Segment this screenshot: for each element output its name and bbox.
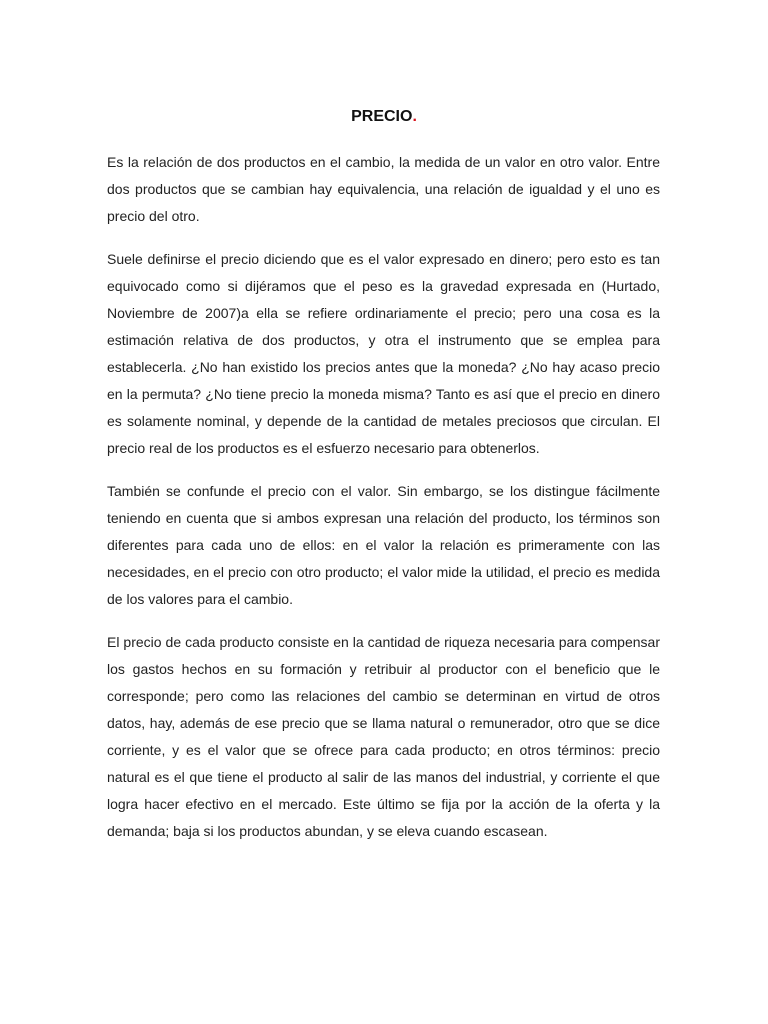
paragraph-2: Suele definirse el precio diciendo que es el valor expresado en dinero; pero esto es tan equivocado como si dijéramos que el peso es la gravedad expresada en (Hurtado, Noviembre de 2007)a ella se refiere ordinariamente el precio; pero una cosa es la estimación relativa de dos productos, y otra el instrumento que se emplea para establecerla. ¿No han existido los precios antes que la moneda? ¿No hay acaso precio en la permuta? ¿No tiene precio la moneda misma? Tanto es así que el precio en dinero es solamente nominal, y depende de la cantidad de metales preciosos que circulan. El precio real de los productos es el esfuerzo necesario para obtenerlos.: [107, 251, 660, 456]
document-body: [107, 149, 660, 861]
title-text: PRECIO: [351, 108, 413, 125]
paragraph-1: Es la relación de dos productos en el cambio, la medida de un valor en otro valor. Entre dos productos que se cambian hay equivalencia, una relación de igualdad y el uno es precio del otro.: [107, 154, 660, 224]
paragraph-4: El precio de cada producto consiste en la cantidad de riqueza necesaria para compensar los gastos hechos en su formación y retribuir al productor con el beneficio que le corresponde; pero como las relaciones del cambio se determinan en virtud de otros datos, hay, además de ese precio que se llama natural o remunerador, otro que se dice corriente, y es el valor que se ofrece para cada producto; en otros términos: precio natural es el que tiene el producto al salir de las manos del industrial, y corriente el que logra hacer efectivo en el mercado. Este último se fija por la acción de la oferta y la demanda; baja si los productos abundan, y se eleva cuando escasean.: [107, 634, 660, 839]
title-period: .: [412, 108, 417, 125]
page-title: [0, 106, 768, 128]
paragraph-3: También se confunde el precio con el valor. Sin embargo, se los distingue fácilmente teniendo en cuenta que si ambos expresan una relación del producto, los términos son diferentes para cada uno de ellos: en el valor la relación es primeramente con las necesidades, en el precio con otro producto; el valor mide la utilidad, el precio es medida de los valores para el cambio.: [107, 483, 660, 607]
